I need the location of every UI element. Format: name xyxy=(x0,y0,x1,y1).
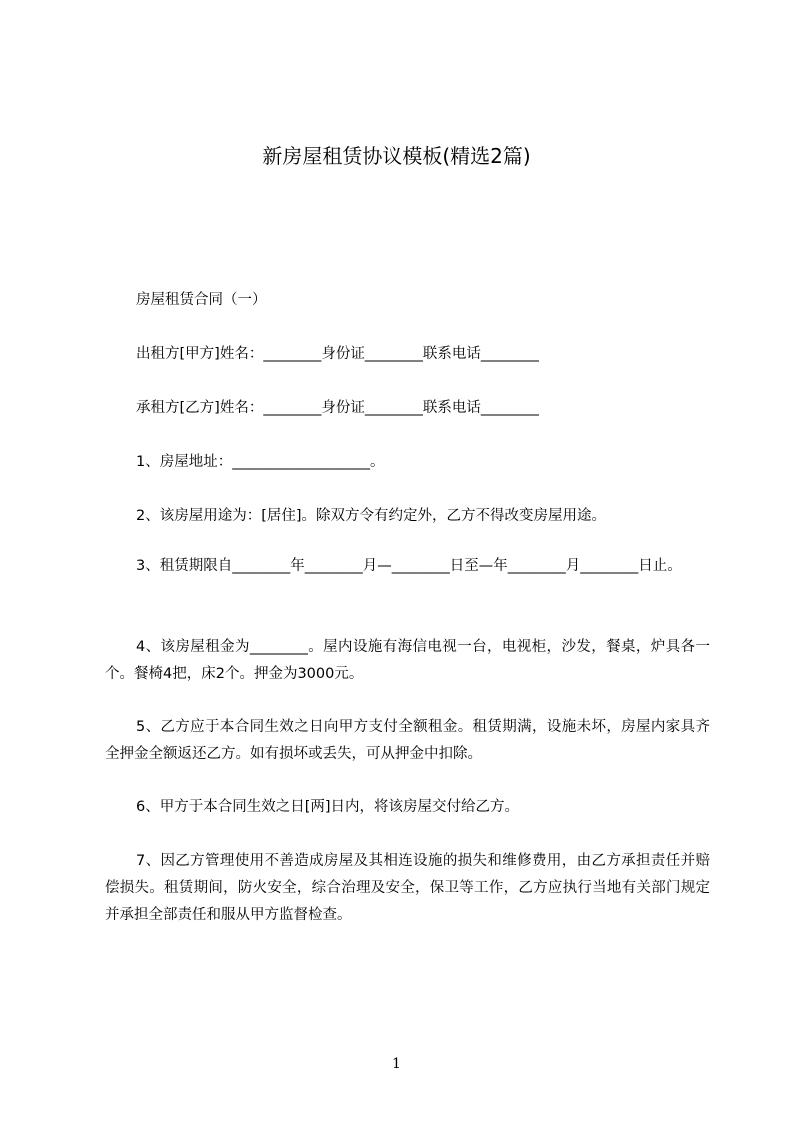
lessor-info-line: 出租方[甲方]姓名：________身份证________联系电话________ xyxy=(136,346,539,362)
page-number: 1 xyxy=(392,1056,401,1072)
clause-payment-deposit: 5、乙方应于本合同生效之日向甲方支付全额租金。租赁期满，设施未坏，房屋内家具齐全押金全额返还乙方。如有损坏或丢失，可从押金中扣除。 xyxy=(105,719,710,762)
clause-lease-term: 3、租赁期限自________年________月—________日至—年________月________日止。 xyxy=(136,558,682,574)
clause-handover: 6、甲方于本合同生效之日[两]日内，将该房屋交付给乙方。 xyxy=(136,799,520,815)
section-heading: 房屋租赁合同（一） xyxy=(136,292,267,308)
document-title: 新房屋租赁协议模板(精选2篇) xyxy=(262,144,531,168)
clause-liability: 7、因乙方管理使用不善造成房屋及其相连设施的损失和维修费用，由乙方承担责任并赔偿损失。租赁期间，防火安全，综合治理及安全，保卫等工作，乙方应执行当地有关部门规定并承担全部责任和服从甲方监督检查。 xyxy=(105,853,710,923)
clause-address: 1、房屋地址：___________________。 xyxy=(136,454,385,470)
clause-usage: 2、该房屋用途为：[居住]。除双方令有约定外，乙方不得改变房屋用途。 xyxy=(136,508,607,524)
lessee-info-line: 承租方[乙方]姓名：________身份证________联系电话________ xyxy=(136,400,539,416)
clause-rent: 4、该房屋租金为________。屋内设施有海信电视一台，电视柜，沙发，餐桌，炉具各一个。餐椅4把，床2个。押金为3000元。 xyxy=(105,639,710,682)
